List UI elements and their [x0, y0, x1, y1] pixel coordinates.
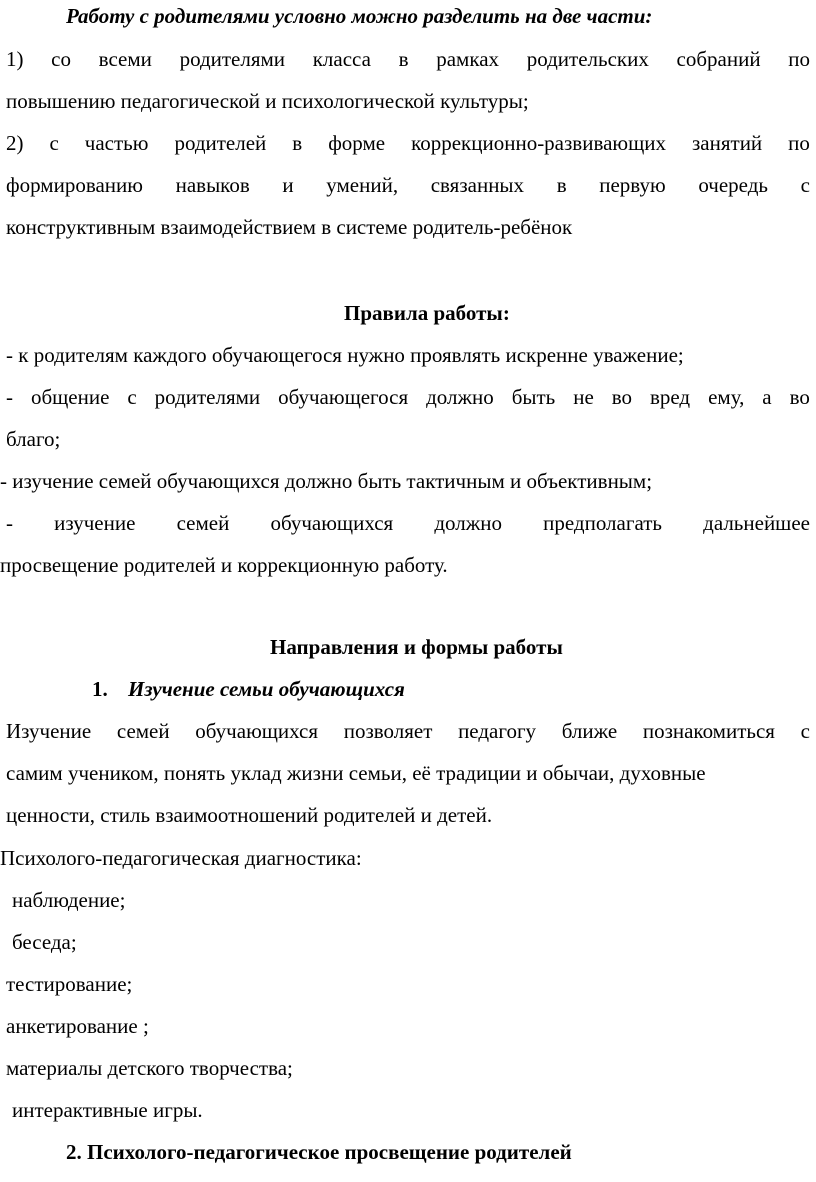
word: в — [292, 131, 303, 155]
rule-4-line2: просвещение родителей и коррекционную работу. — [0, 553, 448, 577]
word: класса — [312, 47, 371, 71]
word: форме — [328, 131, 386, 155]
word: частью — [84, 131, 149, 155]
word: семей — [176, 511, 230, 535]
word: умений, — [326, 173, 399, 197]
method-item: беседа; — [12, 930, 77, 954]
item1-line1 — [6, 49, 810, 70]
word: и — [282, 173, 294, 197]
word: обучающихся — [270, 511, 394, 535]
word: родителями — [179, 47, 286, 71]
rule-2-line2: благо; — [6, 427, 61, 451]
word: позволяет — [343, 719, 433, 743]
word: родителей — [174, 131, 267, 155]
word: по — [788, 131, 810, 155]
word: с — [49, 131, 59, 155]
word: с — [127, 385, 137, 409]
word: познакомиться — [642, 719, 775, 743]
word: всеми — [98, 47, 152, 71]
rule-2-line1 — [6, 387, 810, 408]
word: родительских — [526, 47, 649, 71]
word: - — [6, 511, 13, 535]
word: а — [762, 385, 772, 409]
rule-3: - изучение семей обучающихся должно быть тактичным и объективным; — [0, 469, 653, 493]
word: родителями — [154, 385, 261, 409]
item2-line1 — [6, 133, 810, 154]
diagnostics-label: Психолого-педагогическая диагностика: — [0, 846, 362, 870]
word: педагогу — [458, 719, 537, 743]
item2-line3: конструктивным взаимодействием в системе родитель-ребёнок — [6, 215, 573, 239]
word: с — [800, 173, 810, 197]
rules-title: Правила работы: — [344, 301, 510, 325]
word: ближе — [561, 719, 618, 743]
word: во — [789, 385, 810, 409]
word: связанных — [430, 173, 525, 197]
word: семей — [116, 719, 170, 743]
word: в — [398, 47, 409, 71]
word: рамках — [436, 47, 500, 71]
word: ему, — [708, 385, 745, 409]
method-item: анкетирование ; — [6, 1014, 149, 1038]
word: изучение — [54, 511, 136, 535]
word: вред — [649, 385, 691, 409]
word: дальнейшее — [703, 511, 810, 535]
word: - — [6, 385, 13, 409]
word: в — [556, 173, 567, 197]
rule-4-line1 — [6, 513, 810, 534]
word: 1) — [6, 47, 24, 71]
word: формированию — [6, 173, 143, 197]
method-item: интерактивные игры. — [12, 1098, 203, 1122]
directions-title: Направления и формы работы — [270, 635, 563, 659]
word: навыков — [175, 173, 250, 197]
method-item: наблюдение; — [12, 888, 126, 912]
word: обучающегося — [278, 385, 409, 409]
word: быть — [511, 385, 556, 409]
word: собраний — [676, 47, 761, 71]
item1-line2: повышению педагогической и психологической культуры; — [6, 89, 529, 113]
word: очередь — [698, 173, 768, 197]
word: обучающихся — [195, 719, 319, 743]
word: должно — [426, 385, 494, 409]
section1-number: 1. — [92, 677, 108, 701]
word: 2) — [6, 131, 24, 155]
section2-title: 2. Психолого-педагогическое просвещение родителей — [66, 1140, 572, 1164]
method-item: материалы детского творчества; — [6, 1056, 293, 1080]
word: со — [51, 47, 71, 71]
word: во — [611, 385, 633, 409]
method-item: тестирование; — [6, 972, 133, 996]
section1-title: Изучение семьи обучающихся — [128, 677, 405, 701]
word: занятий — [692, 131, 763, 155]
para-line1 — [6, 721, 810, 742]
word: с — [800, 719, 810, 743]
para-line2: самим учеником, понять уклад жизни семьи, её традиции и обычаи, духовные — [6, 761, 706, 785]
para-line3: ценности, стиль взаимоотношений родителей и детей. — [6, 803, 493, 827]
word: по — [788, 47, 810, 71]
word: общение — [30, 385, 110, 409]
item2-line2 — [6, 175, 810, 196]
word: должно — [434, 511, 502, 535]
word: Изучение — [6, 719, 92, 743]
word: предполагать — [543, 511, 662, 535]
word: коррекционно-развивающих — [411, 131, 667, 155]
rule-1: - к родителям каждого обучающегося нужно проявлять искренне уважение; — [6, 343, 684, 367]
word: первую — [599, 173, 666, 197]
intro-heading: Работу с родителями условно можно разделить на две части: — [66, 4, 653, 28]
word: не — [573, 385, 594, 409]
